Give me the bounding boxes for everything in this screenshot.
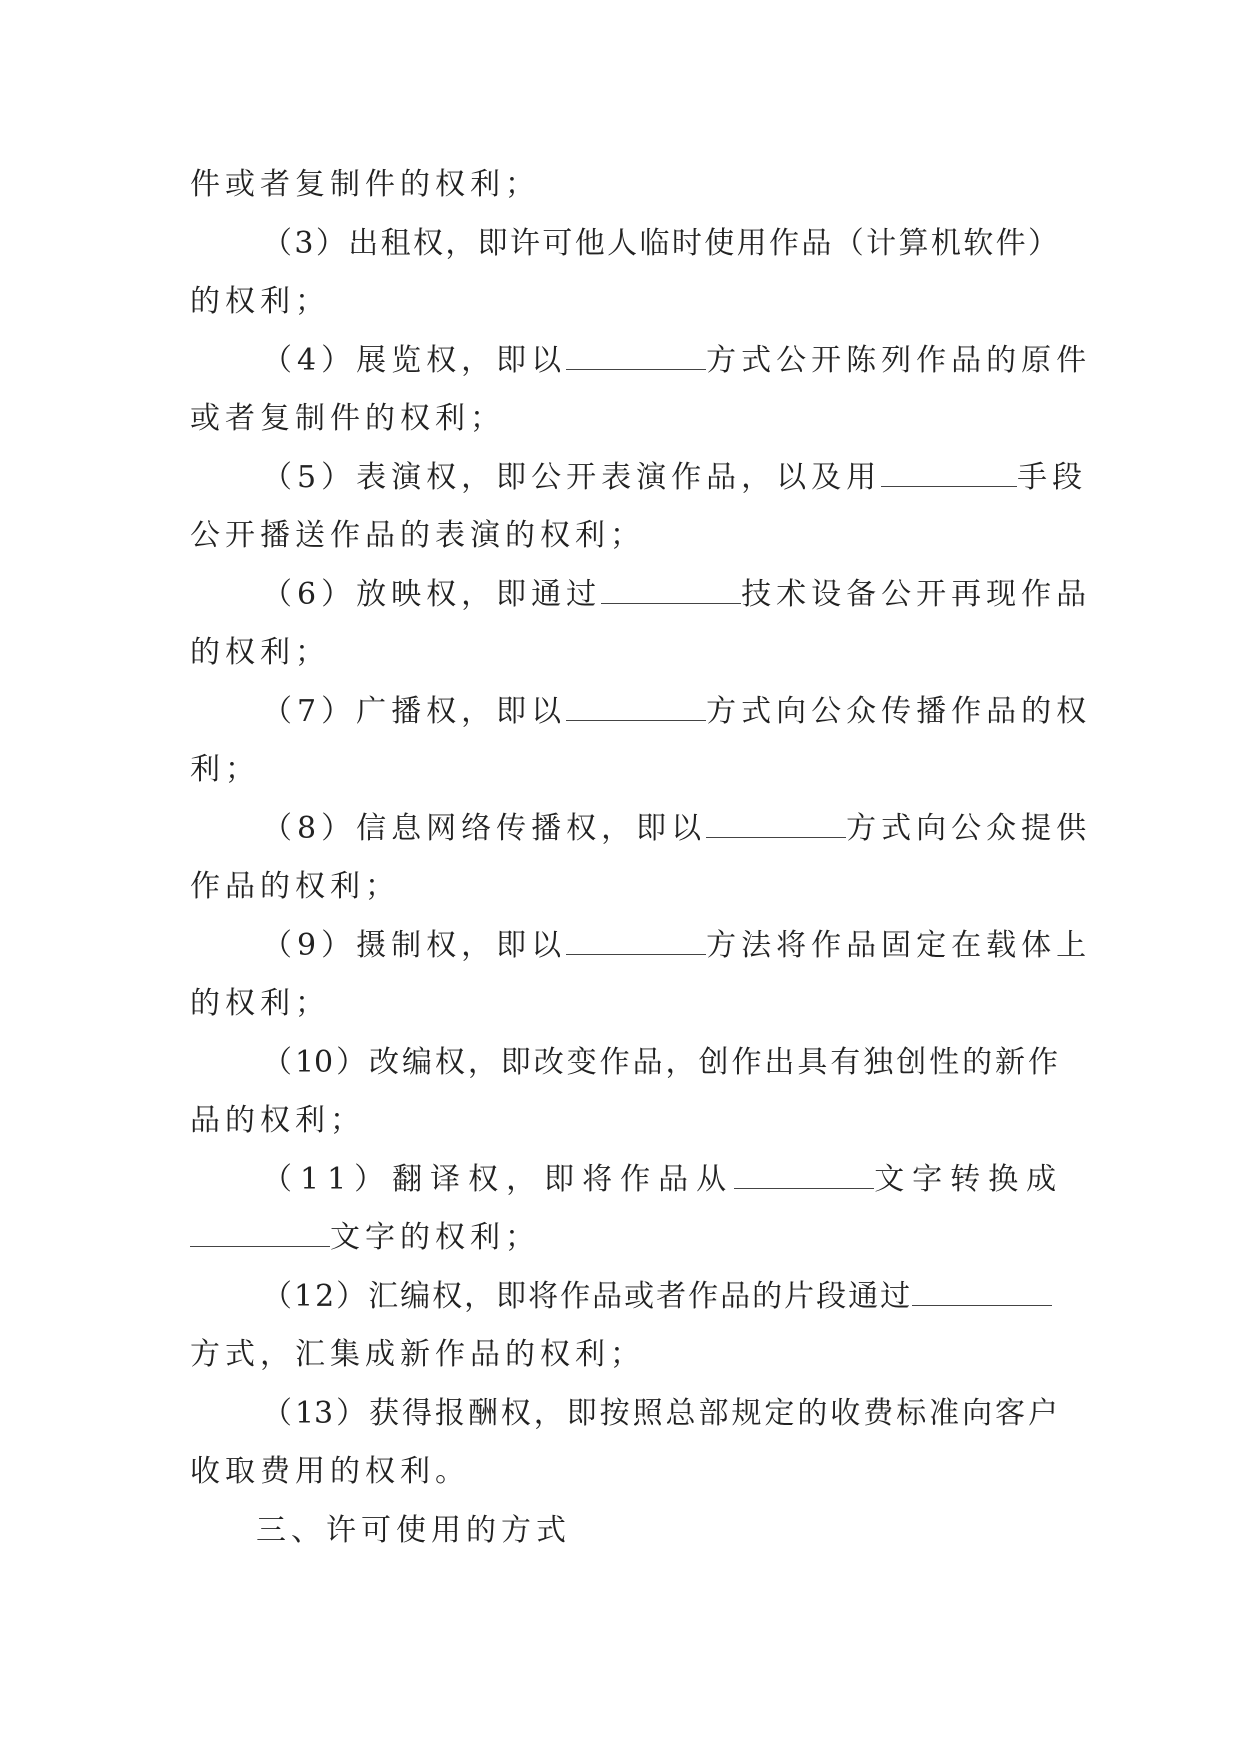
- clause-7-broadcast-right: （7）广播权，即以 方式向公众传播作品的权: [190, 683, 1058, 742]
- text-line: 或者复制件的权利；: [190, 401, 505, 436]
- section-heading: 三、许可使用的方式: [256, 1512, 571, 1548]
- clause-8-network-right: （8）信息网络传播权，即以 方式向公众提供: [190, 800, 1058, 859]
- clause-12-compilation-right: （12）汇编权，即将作品或者作品的片段通过: [190, 1268, 1058, 1327]
- fill-in-blank[interactable]: [881, 456, 1017, 487]
- text-line: 公开播送作品的表演的权利；: [190, 518, 645, 553]
- fill-in-blank[interactable]: [734, 1158, 874, 1189]
- text-line: 作品的权利；: [190, 869, 400, 904]
- text-line: 利；: [190, 752, 260, 787]
- clause-13-remuneration-right: （13）获得报酬权，即按照总部规定的收费标准向客户: [262, 1395, 1058, 1431]
- clause-3-rental-right: （3）出租权，即许可他人临时使用作品（计算机软件）: [262, 225, 1058, 261]
- text-line: 件或者复制件的权利；: [190, 167, 540, 202]
- clause-10-adaptation-right: （10）改编权，即改变作品，创作出具有独创性的新作: [262, 1044, 1058, 1080]
- fill-in-blank[interactable]: [566, 924, 706, 955]
- fill-in-blank[interactable]: [190, 1216, 330, 1247]
- document-body: [190, 156, 1092, 1560]
- clause-6-screening-right: （6）放映权，即通过 技术设备公开再现作品: [190, 566, 1058, 625]
- clause-11-translation-right: （11）翻译权，即将作品从 文字转换成: [190, 1151, 1058, 1210]
- clause-4-exhibition-right: （4）展览权，即以 方式公开陈列作品的原件: [190, 332, 1058, 391]
- fill-in-blank[interactable]: [912, 1275, 1052, 1306]
- text-line: 文字的权利；: [190, 1209, 1058, 1268]
- fill-in-blank[interactable]: [566, 339, 706, 370]
- fill-in-blank[interactable]: [706, 807, 846, 838]
- text-line: 品的权利；: [190, 1103, 365, 1138]
- clause-9-filming-right: （9）摄制权，即以 方法将作品固定在载体上: [190, 917, 1058, 976]
- text-line: 的权利；: [190, 284, 330, 319]
- text-line: 的权利；: [190, 635, 330, 670]
- text-line: 方式，汇集成新作品的权利；: [190, 1337, 645, 1372]
- text-line: 收取费用的权利。: [190, 1454, 470, 1489]
- clause-5-performance-right: （5）表演权，即公开表演作品，以及用 手段: [190, 449, 1058, 508]
- fill-in-blank[interactable]: [566, 690, 706, 721]
- fill-in-blank[interactable]: [601, 573, 741, 604]
- text-line: 的权利；: [190, 986, 330, 1021]
